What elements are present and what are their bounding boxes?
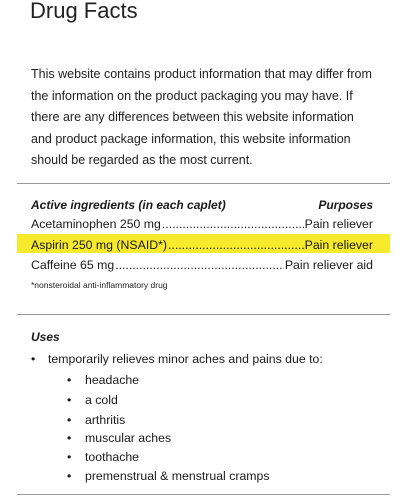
uses-item-cold [67,393,118,407]
ingredient-row [31,213,373,231]
uses-lead [31,352,323,366]
divider-bottom [17,494,390,495]
ingredient-name: Caffeine 65 mg [31,258,115,272]
uses-item-text: headache [85,373,140,387]
uses-item-arthritis [67,413,125,427]
bullet-icon: • [67,393,72,407]
footnote: *nonsteroidal anti-inflammatory drug [31,280,168,290]
uses-lead-text: temporarily relieves minor aches and pains due to: [48,352,323,366]
dot-leader [168,238,304,252]
uses-item-headache [67,373,139,387]
uses-item-toothache [67,450,139,464]
bullet-icon: • [67,450,72,464]
disclaimer-text: This website contains product information that may differ from the information on the product packaging you may have. If there are any differences between this website information and product package information, this website information should be regarded as the most current. [31,67,372,167]
bullet-icon: • [67,373,72,387]
bullet-icon: • [67,431,72,445]
purposes-title: Purposes [318,198,373,212]
bullet-icon: • [67,469,72,483]
uses-item-text: premenstrual & menstrual cramps [85,469,270,483]
bullet-icon: • [31,352,36,366]
uses-item-text: a cold [85,393,118,407]
uses-item-text: toothache [85,450,140,464]
page-title: Drug Facts [30,0,138,23]
active-ingredients-header [31,198,373,214]
active-ingredients-title: Active ingredients (in each caplet) [31,198,226,212]
ingredient-purpose: Pain reliever [304,217,373,231]
uses-item-muscular-aches [67,431,171,445]
ingredient-row-highlighted [31,234,373,252]
divider-top [17,183,390,184]
ingredient-purpose: Pain reliever aid [284,258,373,272]
divider-middle [17,314,390,315]
uses-item-cramps [67,469,270,483]
dot-leader [115,258,284,272]
bullet-icon: • [67,413,72,427]
dot-leader [162,217,304,231]
uses-item-text: arthritis [85,413,126,427]
ingredient-name: Acetaminophen 250 mg [31,217,161,231]
uses-header: Uses [31,330,60,344]
ingredient-row [31,254,373,272]
uses-item-text: muscular aches [85,431,172,445]
ingredient-purpose: Pain reliever [304,238,373,252]
ingredient-name: Aspirin 250 mg (NSAID*) [31,238,167,252]
